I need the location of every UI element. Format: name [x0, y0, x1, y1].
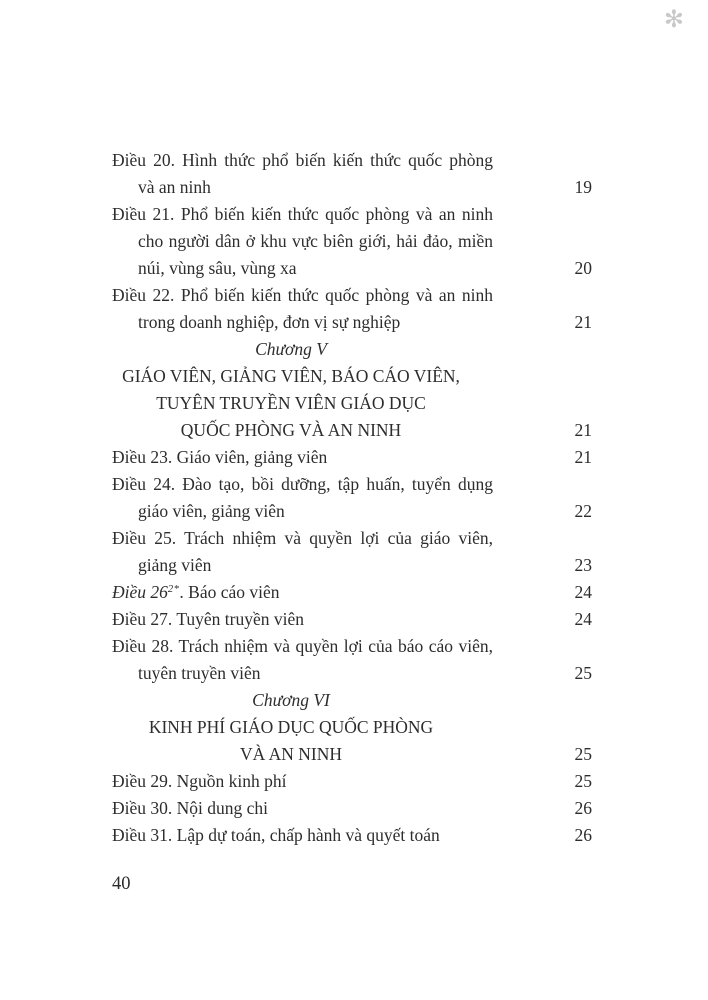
footnote-marker: 2* [167, 584, 180, 595]
chapter-title-line [112, 363, 592, 390]
toc-row-text: Điều 30. Nội dung chi [112, 798, 269, 818]
toc-page-number: 19 [574, 177, 592, 197]
toc-row-text: và an ninh [138, 177, 211, 197]
chapter-title-text: KINH PHÍ GIÁO DỤC QUỐC PHÒNG [148, 717, 434, 737]
toc-row-text: Điều 28. Trách nhiệm và quyền lợi của báo cáo viên, [112, 636, 493, 656]
toc-page-number: 21 [574, 312, 592, 332]
toc-row-text: cho người dân ở khu vực biên giới, hải đảo, miền [138, 231, 493, 251]
toc-page-number: 22 [574, 501, 592, 521]
toc-row-text: tuyên truyền viên [138, 663, 261, 683]
toc-page-number: 21 [574, 420, 592, 440]
chapter-title-line [112, 714, 592, 741]
chapter-title-line [112, 417, 592, 444]
toc-row [112, 660, 592, 687]
toc-page-number: 25 [574, 663, 592, 683]
toc-page-number: 23 [574, 555, 592, 575]
toc-row [112, 471, 592, 498]
toc-row [112, 147, 592, 174]
chapter-title-text: QUỐC PHÒNG VÀ AN NINH [180, 420, 402, 440]
toc-row-text: Điều 22. Phổ biến kiến thức quốc phòng và an ninh [112, 285, 493, 305]
toc-row [112, 282, 592, 309]
toc-row [112, 498, 592, 525]
toc-page-number: 25 [574, 744, 592, 764]
toc-row [112, 525, 592, 552]
toc-row-text: Điều 23. Giáo viên, giảng viên [112, 447, 328, 467]
toc-row [112, 228, 592, 255]
toc-row-text: Điều 27. Tuyên truyền viên [112, 609, 305, 629]
flower-ornament-icon: ✻ [663, 5, 684, 33]
table-of-contents [112, 147, 592, 849]
toc-row-text [112, 579, 493, 606]
toc-article-italic-label: Điều 26 [112, 582, 168, 602]
chapter-title-text: VÀ AN NINH [239, 744, 343, 764]
chapter-label [112, 687, 592, 714]
toc-row-text: Điều 25. Trách nhiệm và quyền lợi của giáo viên, [112, 528, 493, 548]
toc-row [112, 606, 592, 633]
toc-row [112, 174, 592, 201]
toc-row [112, 579, 592, 606]
toc-row-text: trong doanh nghiệp, đơn vị sự nghiệp [138, 312, 401, 332]
chapter-label [112, 336, 592, 363]
toc-page-number: 24 [574, 609, 592, 629]
toc-row-text: Điều 24. Đào tạo, bồi dưỡng, tập huấn, tuyển dụng [112, 474, 493, 494]
toc-row [112, 795, 592, 822]
chapter-title-line [112, 741, 592, 768]
toc-page-number: 20 [574, 258, 592, 278]
toc-page-number: 21 [574, 447, 592, 467]
toc-row [112, 552, 592, 579]
toc-row [112, 444, 592, 471]
toc-row-text: Điều 29. Nguồn kinh phí [112, 771, 287, 791]
toc-page-number: 26 [574, 798, 592, 818]
toc-page-number: 25 [574, 771, 592, 791]
toc-row [112, 822, 592, 849]
toc-page-number: 26 [574, 825, 592, 845]
folio-page-number: 40 [112, 874, 131, 894]
chapter-label-text: Chương VI [252, 690, 330, 710]
chapter-label-text: Chương V [255, 339, 327, 359]
toc-row-text: Điều 20. Hình thức phổ biến kiến thức quốc phòng [112, 150, 493, 170]
toc-row-text: giáo viên, giảng viên [138, 501, 285, 521]
chapter-title-line [112, 390, 592, 417]
toc-row [112, 255, 592, 282]
toc-article-rest: . Báo cáo viên [179, 582, 280, 602]
toc-row [112, 201, 592, 228]
chapter-title-text: GIÁO VIÊN, GIẢNG VIÊN, BÁO CÁO VIÊN, [122, 366, 460, 386]
toc-row [112, 768, 592, 795]
toc-row-text: Điều 21. Phổ biến kiến thức quốc phòng và an ninh [112, 204, 493, 224]
toc-row [112, 633, 592, 660]
toc-row [112, 309, 592, 336]
toc-row-text: núi, vùng sâu, vùng xa [138, 258, 297, 278]
chapter-title-text: TUYÊN TRUYỀN VIÊN GIÁO DỤC [156, 393, 426, 413]
toc-row-text: Điều 31. Lập dự toán, chấp hành và quyết toán [112, 825, 440, 845]
toc-page-number: 24 [574, 582, 592, 602]
toc-row-text: giảng viên [138, 555, 212, 575]
